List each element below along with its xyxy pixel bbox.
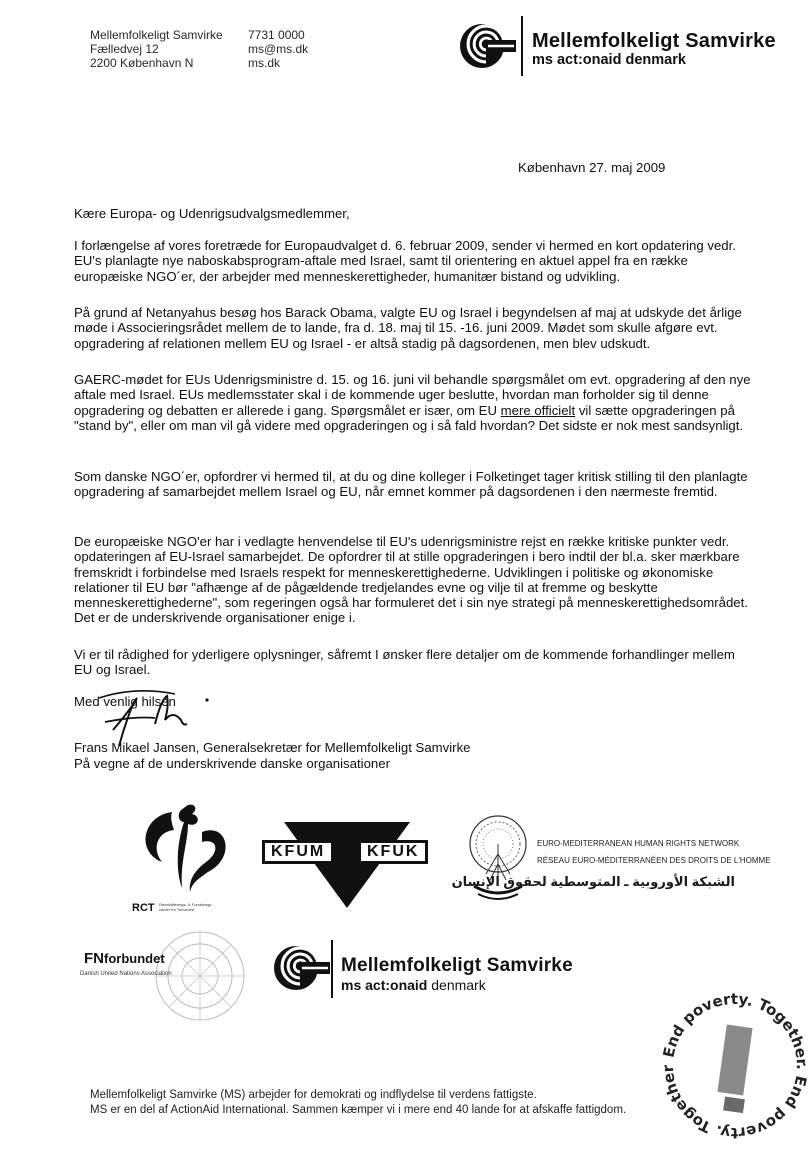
paragraph-netanyahu: På grund af Netanyahus besøg hos Barack Obama, valgte EU og Israel i begyndelsen af maj at udskyde det årlige møde i Associeringsrådet mellem de to lande, fra d. 18. maj til 15. -16. juni 2009. Mødet som skulle afgøre evt. opgradering af relationen mellem EU og Israel - er altså stadig på dagsordenen, men blev udskudt. xyxy=(74,305,742,351)
bottom-ms-name: Mellemfolkeligt Samvirke xyxy=(341,955,573,976)
paragraph-contact: Vi er til rådighed for yderligere oplysninger, såfremt I ønsker flere detaljer om de kommende forhandlinger mellem EU og Israel. xyxy=(74,647,735,678)
bottom-ms-sub xyxy=(341,977,486,993)
gaerc-underlined: mere officielt xyxy=(500,402,576,418)
sender-street: Fælledvej 12 xyxy=(90,42,159,56)
sender-phone: 7731 0000 xyxy=(248,28,305,42)
footer-line2: MS er en del af ActionAid International. Sammen kæmper vi i mere end 40 lande for at afskaffe fattigdom. xyxy=(90,1104,627,1116)
rct-name: RCT xyxy=(132,902,155,914)
letterhead-name: Mellemfolkeligt Samvirke xyxy=(532,30,776,52)
paragraph-intro: I forlængelse af vores foretræde for Europaudvalget d. 6. februar 2009, sender vi hermed en kort opdatering vedr. EU's planlagte nye naboskabsprogram-aftale med Israel, samt til orientering en aktuel appel fra en række europæiske NGO´er, der arbejder med menneskerettigheder, humanitær bistand og udvikling. xyxy=(74,238,736,284)
fn-subtitle: Danish United Nations Association xyxy=(80,971,172,977)
gaerc-text-after: vil sætte opgraderingen på "stand by", eller om man vil gå videre med opgraderingen og i så fald hvordan? Det sidste er nok mest sandsynligt. xyxy=(74,402,744,433)
fn-letters: FN xyxy=(84,950,104,967)
gaerc-text-before: GAERC-mødet for EUs Udenrigsministre d. 15. og 16. juni vil behandle spørgsmålet om evt. opgradering af den nye aftale med Israel. EUs medlemsstater skal i de kommende uger beslutte, hvordan man forholder sig til denne opgradering og debatten er allerede i gang. Spørgsmålet er især, om EU xyxy=(74,372,751,418)
behalf-line: På vegne af de underskrivende danske organisationer xyxy=(74,756,390,771)
euromed-line2: RÉSEAU EURO-MÉDITERRANÉEN DES DROITS DE L'HOMME xyxy=(537,856,771,865)
sender-email: ms@ms.dk xyxy=(248,42,309,56)
ms-swirl-icon-bottom xyxy=(272,944,330,992)
bottom-ms-sub-light: denmark xyxy=(431,977,486,993)
sender-org: Mellemfolkeligt Samvirke xyxy=(90,28,223,42)
sender-city: 2200 København N xyxy=(90,56,194,70)
paragraph-appeal: Som danske NGO´er, opfordrer vi hermed til, at du og dine kolleger i Folketinget tager kritisk stilling til den planlagte opgradering af samarbejdet mellem Israel og EU, når emnet kommer på dagsordenen i den nærmeste fremtid. xyxy=(74,469,748,500)
rct-logo xyxy=(132,802,242,914)
kfum-label: KFUM xyxy=(262,840,334,864)
salutation: Kære Europa- og Udenrigsudvalgsmedlemmer, xyxy=(74,206,350,221)
letterhead-sub-light: denmark xyxy=(625,52,686,68)
letterhead-sub xyxy=(532,52,686,68)
fn-logo xyxy=(84,950,165,968)
stamp-text: End poverty. Together. End poverty. Together xyxy=(660,989,810,1143)
closing: Med venlig hilsen xyxy=(74,694,176,709)
sender-contact xyxy=(248,28,308,70)
rct-tagline: Rehabiliterings- & Forsknings- center for Torturofre xyxy=(159,901,213,912)
paragraph-european-ngos: De europæiske NGO'er har i vedlagte henvendelse til EU's udenrigsministre rejst en række kritiske punkter vedr. opdateringen af EU-Israel samarbejdet. De opfordrer til at stille opgraderingen i bero indtil der bl.a. sker mærkbare fremskridt i forbindelse med Israels respekt for menneskerettighederne. Udviklingen i politiske og økonomiske relationer til EU bør "afhænge af de pågældende tredjelandes evne og vilje til at fremme og beskytte menneskerettighederne", som regeringen også har formuleret det i sin nye strategi på menneskerettighedsområdet. Det er de underskrivende organisationer enige i. xyxy=(74,534,748,626)
sender-address xyxy=(90,28,223,70)
letterhead-sub-bold: ms act:onaid xyxy=(532,52,622,68)
letterhead-divider xyxy=(521,16,523,76)
euromed-arabic: الشبكة الأوروبية ـ المتوسطية لحقوق الإنسان xyxy=(451,874,735,889)
footer-line1: Mellemfolkeligt Samvirke (MS) arbejder for demokrati og indflydelse til verdens fattigste. xyxy=(90,1089,537,1101)
signatory-line: Frans Mikael Jansen, Generalsekretær for Mellemfolkeligt Samvirke xyxy=(74,740,471,755)
paragraph-gaerc xyxy=(74,372,754,433)
fn-forbundet: forbundet xyxy=(104,951,165,966)
bottom-logo-divider xyxy=(331,940,333,998)
bottom-ms-sub-bold: ms act:onaid xyxy=(341,977,428,993)
letter-date: København 27. maj 2009 xyxy=(518,160,666,175)
ms-swirl-icon xyxy=(458,22,516,70)
sender-web: ms.dk xyxy=(248,56,281,70)
kfum-kfuk-logo xyxy=(262,818,432,910)
kfum-triangle-icon xyxy=(262,818,432,910)
rct-emblem-icon xyxy=(132,802,242,894)
end-poverty-stamp xyxy=(660,986,810,1146)
kfuk-label: KFUK xyxy=(358,840,428,864)
euromed-line1: EURO-MEDITERRANEAN HUMAN RIGHTS NETWORK xyxy=(537,839,740,848)
